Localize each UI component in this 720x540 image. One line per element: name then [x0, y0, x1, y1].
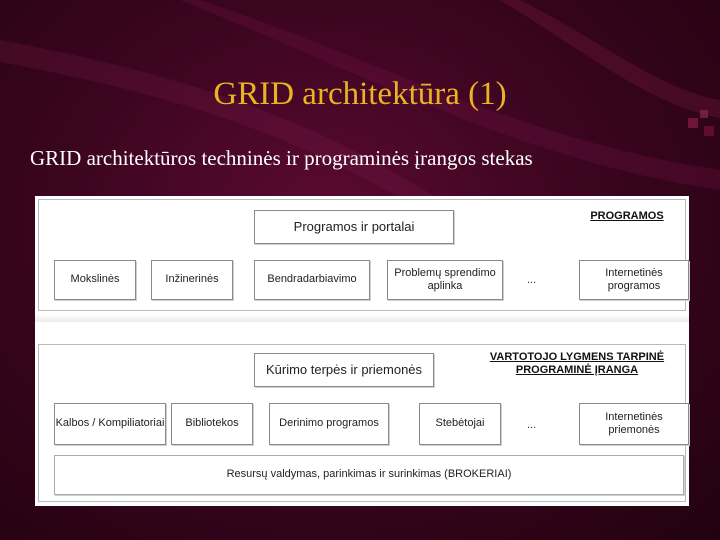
grid-architecture-diagram	[35, 196, 689, 506]
middleware-section	[38, 344, 686, 502]
middleware-box-languages: Kalbos / Kompiliatoriai	[54, 403, 166, 445]
slide-title: GRID architektūra (1)	[213, 76, 507, 112]
program-box-engineering: Inžinerinės	[151, 260, 233, 300]
middleware-box-libraries: Bibliotekos	[171, 403, 253, 445]
program-box-internet: Internetinės programos	[579, 260, 689, 300]
programs-portals-box: Programos ir portalai	[254, 210, 454, 244]
dev-environments-box: Kūrimo terpės ir priemonės	[254, 353, 434, 387]
resource-broker-box: Resursų valdymas, parinkimas ir surinkimas (BROKERIAI)	[54, 455, 684, 495]
programs-section-label: PROGRAMOS	[590, 210, 664, 222]
programs-ellipsis: ...	[527, 274, 537, 286]
middleware-box-internet-tools: Internetinės priemonės	[579, 403, 689, 445]
program-box-collaboration: Bendradarbiavimo	[254, 260, 370, 300]
slide-subtitle: GRID architektūros techninės ir programinės įrangos stekas	[30, 146, 533, 170]
middleware-box-debuggers: Derinimo programos	[269, 403, 389, 445]
middleware-section-label: VARTOTOJO LYGMENS TARPINĖ PROGRAMINĖ ĮRANGA	[489, 351, 665, 377]
programs-section	[38, 199, 686, 311]
middleware-ellipsis: ...	[527, 419, 537, 431]
program-box-scientific: Mokslinės	[54, 260, 136, 300]
program-box-problem-solving: Problemų sprendimo aplinka	[387, 260, 503, 300]
section-divider-shadow	[35, 314, 689, 322]
middleware-box-monitors: Stebėtojai	[419, 403, 501, 445]
